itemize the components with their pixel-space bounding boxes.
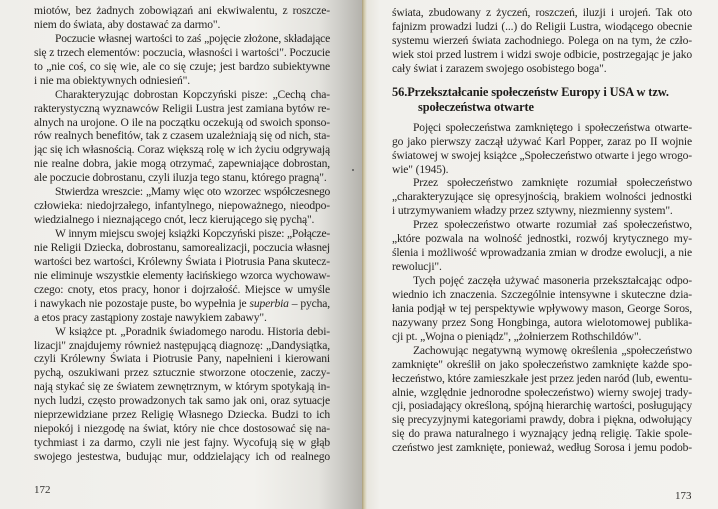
text-line: lizacji" znajdujemy również następującą diagnozę: „Dandysiątka,	[34, 338, 330, 352]
text-line: alnych na urojone. O ile na początku oczekują od swoich sponso-	[34, 115, 330, 129]
text-line: ale poczucie dobrostanu, czyli iluzja tego stanu, którego pragną".	[34, 171, 327, 185]
text-line: i nawykach nie pozostaje puste, bo wypełnia je superbia – pycha,	[34, 296, 330, 310]
text-line: człowieka: niedojrzałego, infantylnego, niepoważnego, nieodpo-	[34, 199, 330, 213]
text-line: Stwierdza wreszcie: „Mamy więc oto wzorzec współczesnego	[55, 185, 330, 199]
italic-term: superbia	[249, 296, 289, 310]
text-line: rów realnych benefitów, tak z czasem uzależniają się od nich, sta-	[34, 129, 330, 143]
section-number: 56.	[392, 84, 408, 99]
text-line: nie Religii Dziecka, dobrostanu, samorealizacji, poczucia własnej	[34, 240, 330, 254]
text-line: cji pt. „Wojna o pieniądz", „żołnierzem Rothschildów".	[392, 329, 642, 343]
text-line: wiek stoi przed lustrem i widzi swoje odbicie, postrzegając je jako	[392, 47, 692, 61]
text-line: rewolucji".	[392, 260, 442, 274]
text-line: wartości bez wartości, Królewny Świata i Piotrusia Pana skutecz-	[34, 254, 330, 268]
text-line: miotów, bez żadnych zobowiązań ani ekwiwalentu, z roszcze-	[34, 4, 330, 17]
text-line: Poczucie własnej wartości to zaś „pojęcie złożone, składające	[55, 31, 330, 45]
text-line: Przez społeczeństwo otwarte rozumiał zaś społeczeństwo,	[413, 218, 692, 232]
text-line: czego: cnoty, etos pracy, honor i dojrzałość. Miejsce w umyśle	[34, 282, 330, 296]
text-line: nają stykać się ze światem zewnętrznym, w którym spotykają in-	[34, 380, 330, 394]
text-line: się z trzech elementów: poczucia, własności i wartości". Poczucie	[34, 45, 330, 59]
text-line: wiednio ich znaczenia. Szczególnie intensywne i skuteczne dzia-	[392, 287, 692, 301]
section-title-line-1: Przekształcanie społeczeństw Europy i USA w tzw.	[407, 84, 669, 99]
text-line: czeństwo jest zamknięte, ponieważ, według Sorosa i jemu podob-	[392, 441, 692, 455]
text-line: czyli Królewny Świata i Piotrusie Pany, napełnieni i kierowani	[34, 352, 330, 366]
scan-speck	[352, 169, 354, 171]
text-line: światowej w swojej książce „Społeczeństwo otwarte i jego wrogo-	[392, 148, 692, 162]
text-line: świata, zbudowany z życzeń, roszczeń, iluzji i urojeń. Tak oto	[392, 6, 692, 19]
text-line: łeczeństwo, które zamieszkałe jest przez jeden naród (lub, ewentu-	[392, 371, 692, 385]
right-page-text	[392, 6, 692, 455]
page-number-left: 172	[34, 484, 51, 496]
text-line: a etos pracy zastąpiony zostaje nawykiem zabawy".	[34, 310, 267, 324]
text-line: i nie ma obiektywnych odniesień".	[34, 73, 190, 87]
text-line: nieprzewidziane przez Religię Własnego Dziecka. Budzi to ich	[34, 408, 330, 422]
text-line: i utrzymywaniem władzy przez sztywny, niezmienny system".	[392, 204, 673, 218]
text-line: rakterystyczną wyznawców Religii Lustra jest zamiana bytów re-	[34, 101, 330, 115]
section-heading-line-1	[392, 85, 692, 100]
section-body	[392, 121, 692, 456]
text-line: to „nie coś, co się wie, ale co się czuje; jest bardzo subiektywne	[34, 59, 330, 73]
text-line: jąc się ich własnością. Coraz większą rolę w ich życiu odgrywają	[34, 143, 330, 157]
text-line: się do prawa naturalnego i wyznający jedną religię. Takie spole-	[392, 427, 692, 441]
text-line: fajnizm prowadzi ludzi (...) do Religii Lustra, wiodącego obecnie	[392, 19, 692, 33]
text-line: wie" (1945).	[392, 162, 449, 176]
text-line: W książce pt. „Poradnik świadomego narodu. Historia debi-	[55, 324, 330, 338]
text-line: nie eliminuje wszystkie elementy łacińskiego wzorca wychowaw-	[34, 268, 330, 282]
left-page-text	[34, 4, 330, 464]
text-line: Tych pojęć zaczęła używać masoneria przekształcając odpo-	[413, 274, 692, 287]
text-line: niem do świata, aby dostawać za darmo".	[34, 17, 221, 31]
section-title-line-2: społeczeństwa otwarte	[418, 99, 534, 114]
text-line: tychmiast i za darmo, czyli nie jest fajny. Wycofują się w głąb	[34, 436, 330, 450]
text-line: cały świat i zarazem swojego osobistego boga".	[392, 61, 607, 75]
text-line: nazywany przez Song Hongbinga, autora wielotomowej publika-	[392, 315, 692, 329]
text-line: „które pozwala na wolność jednostki, rozwój krytycznego my-	[392, 232, 692, 246]
text-line: Zachowując negatywną wymowę określenia „społeczeństwo	[413, 343, 692, 357]
text-line: Przez społeczeństwo zamknięte rozumiał społeczeństwo	[413, 176, 692, 190]
right-page	[362, 0, 718, 509]
text-line: alnie, względnie jednorodne społeczeństwo) wierny swojej trady-	[392, 385, 692, 399]
intro-paragraph	[392, 6, 692, 76]
text-line: ślenia i możliwość wprowadzania zmian w drodze ewolucji, a nie	[392, 246, 692, 260]
text-line: pychą, oszukiwani przez sztucznie stworzone otoczenie, zaczy-	[34, 366, 330, 380]
text-line: cji, posiadający określoną, spójną hierarchię wartości, posługujący	[392, 399, 692, 413]
text-line: niepokój i niezgodę na świat, który nie chce dostosować się na-	[34, 422, 330, 436]
text-line: systemu wierzeń świata zachodniego. Polega on na tym, że czło-	[392, 33, 692, 47]
page-number-right: 173	[675, 490, 692, 502]
text-line: W innym miejscu swojej książki Kopczyński pisze: „Połącze-	[55, 227, 330, 240]
text-line: „charakteryzujące się opresyjnością, brakiem wolności jednostki	[392, 190, 692, 204]
text-line: łania podjął w tej perspektywie wpływowy mason, George Soros,	[392, 301, 692, 315]
text-line: nych ludzi, często prowadzonych tak samo jak oni, oraz sytuacje	[34, 394, 330, 408]
text-line: swojego jestestwa, budując mur, oddzielający ich od realnego	[34, 450, 330, 463]
text-line: Charakteryzując dobrostan Kopczyński pisze: „Cechą cha-	[55, 87, 330, 101]
text-line: Pojęci społeczeństwa zamkniętego i społeczeństwa otwarte-	[413, 120, 692, 134]
section-heading	[392, 85, 692, 115]
text-line: nie realne dobra, jakie mogą otrzymać, zapewniające dobrostan,	[34, 157, 330, 171]
text-line: wiedzialnego i nieznającego cnót, lecz kierującego się pychą".	[34, 213, 315, 227]
text-line: go jako pierwszy zaczął używać Karl Popper, zaraz po II wojnie	[392, 134, 692, 148]
text-line: zamknięte" określił on jako społeczeństwo zamknięte każde spo-	[392, 357, 692, 371]
text-line: się precyzyjnymi kategoriami prawdy, dobra i piękna, odwołujący	[392, 413, 692, 427]
